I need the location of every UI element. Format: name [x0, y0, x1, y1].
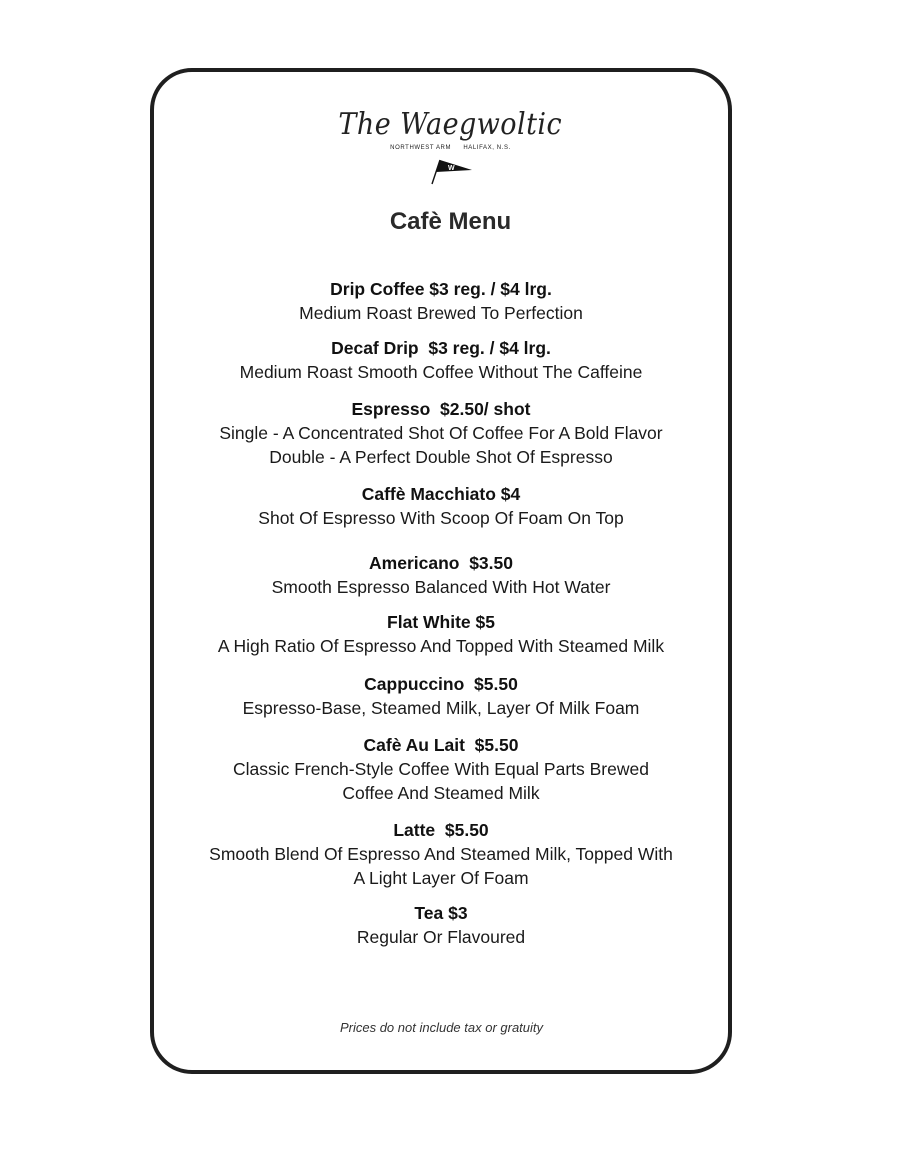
pennant-flag-icon [426, 154, 476, 186]
item-description: Classic French-Style Coffee With Equal Parts Brewed Coffee And Steamed Milk [233, 759, 649, 803]
price-footnote: Prices do not include tax or gratuity [339, 1020, 544, 1035]
item-name: Cafè Au Lait $5.50 [363, 735, 519, 755]
menu-item-americano [150, 551, 732, 599]
item-description: Smooth Espresso Balanced With Hot Water [271, 577, 611, 597]
item-description: Single - A Concentrated Shot Of Coffee For A Bold Flavor [219, 423, 663, 443]
logo [0, 108, 901, 186]
item-description: Medium Roast Smooth Coffee Without The Caffeine [239, 362, 643, 382]
logo-location-right: HALIFAX, N.S. [463, 145, 511, 151]
item-description: Double - A Perfect Double Shot Of Espresso [269, 447, 613, 467]
menu-item-flat-white [150, 610, 732, 658]
menu-item-drip-coffee [150, 277, 732, 325]
item-description: Shot Of Espresso With Scoop Of Foam On Top [258, 508, 624, 528]
menu-item-cappuccino [150, 672, 732, 720]
logo-location-left: NORTHWEST ARM [390, 145, 452, 151]
menu-item-tea [150, 901, 732, 949]
item-name: Latte $5.50 [393, 820, 489, 840]
item-description: Smooth Blend Of Espresso And Steamed Milk, Topped With A Light Layer Of Foam [209, 844, 673, 888]
menu-item-caffe-macchiato [150, 482, 732, 530]
item-description: Medium Roast Brewed To Perfection [299, 303, 583, 323]
item-name: Drip Coffee $3 reg. / $4 lrg. [330, 279, 552, 299]
menu-item-latte [150, 818, 732, 890]
flag-letter: W [447, 165, 455, 172]
item-description: A High Ratio Of Espresso And Topped With Steamed Milk [217, 636, 665, 656]
menu-title: Cafè Menu [389, 208, 512, 235]
item-name: Americano $3.50 [369, 553, 513, 573]
menu-item-cafe-au-lait [150, 733, 732, 805]
item-name: Caffè Macchiato $4 [361, 484, 521, 504]
item-name: Tea $3 [414, 903, 468, 923]
menu-item-decaf-drip [150, 336, 732, 384]
logo-location [0, 144, 901, 152]
item-name: Cappuccino $5.50 [364, 674, 518, 694]
item-name: Espresso $2.50/ shot [351, 399, 531, 419]
item-name: Flat White $5 [387, 612, 495, 632]
menu-item-espresso [150, 397, 732, 469]
item-description: Regular Or Flavoured [356, 927, 526, 947]
item-name: Decaf Drip $3 reg. / $4 lrg. [331, 338, 551, 358]
logo-script-name: The Waegwoltic [338, 107, 563, 142]
item-description: Espresso-Base, Steamed Milk, Layer Of Milk Foam [242, 698, 640, 718]
